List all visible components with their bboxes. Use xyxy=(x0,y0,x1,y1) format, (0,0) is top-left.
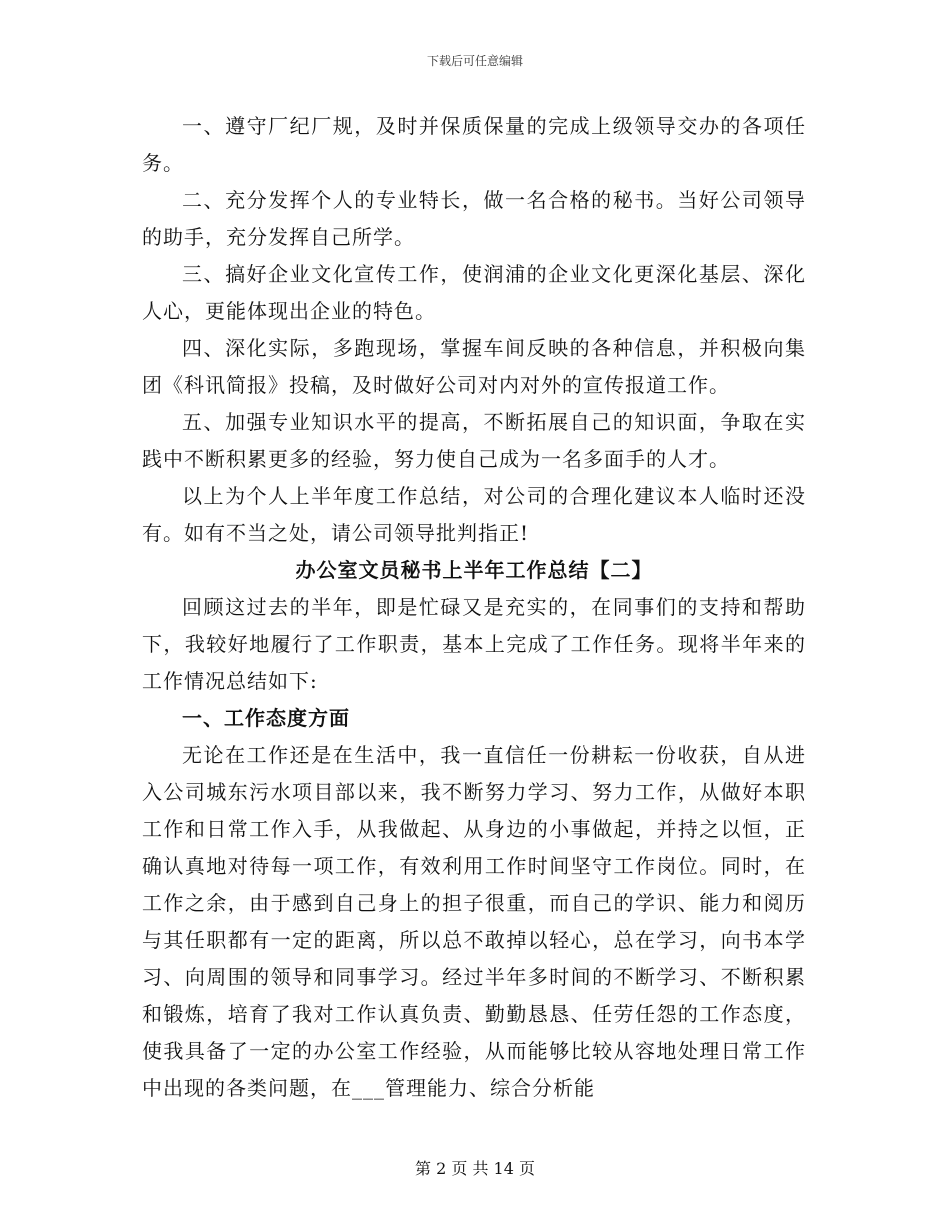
header-note: 下载后可任意编辑 xyxy=(426,54,523,68)
section-title: 办公室文员秘书上半年工作总结【二】 xyxy=(295,558,653,582)
paragraph-item-5: 五、加强专业知识水平的提高，不断拓展自己的知识面，争取在实践中不断积累更多的经验，努力使自己成为一名多面手的人才。 xyxy=(142,410,806,471)
paragraph-item-3: 三、搞好企业文化宣传工作，使润浦的企业文化更深化基层、深化人心，更能体现出企业的特色。 xyxy=(142,262,806,323)
paragraph-conclusion: 以上为个人上半年度工作总结，对公司的合理化建议本人临时还没有。如有不当之处，请公司领导批判指正! xyxy=(142,484,806,545)
page-number-footer: 第 2 页 共 14 页 xyxy=(415,1159,535,1178)
body-paragraph: 无论在工作还是在生活中，我一直信任一份耕耘一份收获，自从进入公司城东污水项目部以来，我不断努力学习、努力工作，从做好本职工作和日常工作入手，从我做起、从身边的小事做起，并持之以恒，正确认真地对待每一项工作，有效利用工作时间坚守工作岗位。同时，在工作之余，由于感到自己身上的担子很重，而自己的学识、能力和阅历与其任职都有一定的距离，所以总不敢掉以轻心，总在学习，向书本学习、向周围的领导和同事学习。经过半年多时间的不断学习、不断积累和锻炼，培育了我对工作认真负责、勤勤恳恳、任劳任怨的工作态度，使我具备了一定的办公室工作经验，从而能够比较从容地处理日常工作中出现的各类问题，在___管理能力、综合分析能 xyxy=(142,743,806,1100)
paragraph-item-2: 二、充分发挥个人的专业特长，做一名合格的秘书。当好公司领导的助手，充分发挥自己所学。 xyxy=(142,188,806,249)
paragraph-item-1: 一、遵守厂纪厂规，及时并保质保量的完成上级领导交办的各项任务。 xyxy=(142,114,806,175)
intro-paragraph: 回顾这过去的半年，即是忙碌又是充实的，在同事们的支持和帮助下，我较好地履行了工作职责，基本上完成了工作任务。现将半年来的工作情况总结如下: xyxy=(142,595,806,693)
paragraph-item-4: 四、深化实际，多跑现场，掌握车间反映的各种信息，并积极向集团《科讯简报》投稿，及时做好公司对内对外的宣传报道工作。 xyxy=(142,336,806,397)
subheading: 一、工作态度方面 xyxy=(182,706,350,730)
document-body xyxy=(142,108,806,1107)
